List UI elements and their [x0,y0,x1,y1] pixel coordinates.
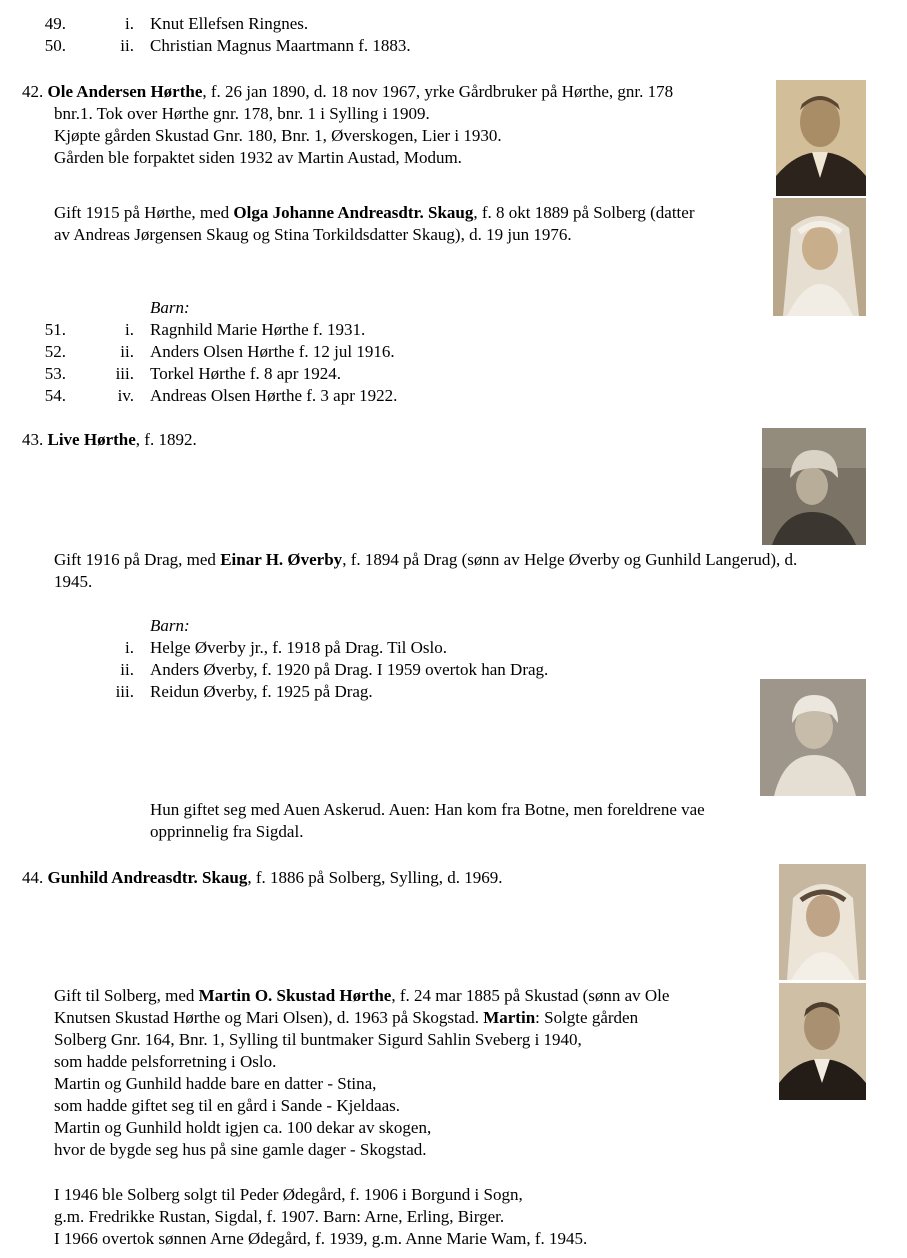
note-line: Hun giftet seg med Auen Askerud. Auen: Han kom fra Botne, men foreldrene vae [150,800,705,819]
entry-number: 43. [22,430,44,449]
portrait-photo-gunhild [779,864,866,980]
person-detail-line: Gården ble forpaktet siden 1932 av Martin Austad, Modum. [54,148,462,167]
spouse-name: Einar H. Øverby [220,550,343,569]
marriage-line: Gift til Solberg, med Martin O. Skustad Hørthe, f. 24 mar 1885 på Skustad (sønn av Ole [54,986,670,1005]
portrait-photo-martin [779,983,866,1100]
child-text: Christian Magnus Maartmann f. 1883. [150,36,411,55]
marriage-line: 1945. [54,572,93,591]
portrait-photo-child [760,679,866,796]
detail-line: hvor de bygde seg hus på sine gamle dager - Skogstad. [54,1140,427,1159]
person-heading [22,429,197,451]
person-name: Live Hørthe [47,430,136,449]
children-label: Barn: [150,298,190,317]
bride-portrait-icon [773,198,866,316]
child-roman: i. [125,14,134,33]
detail-line: Martin og Gunhild hadde bare en datter - Stina, [54,1074,377,1093]
spouse-name: Olga Johanne Andreasdtr. Skaug [233,203,474,222]
person-detail-line: Kjøpte gården Skustad Gnr. 180, Bnr. 1, Øverskogen, Lier i 1930. [54,126,502,145]
child-number: 50. [44,36,66,55]
woman-hat-portrait-icon [762,428,866,545]
detail-line: Solberg Gnr. 164, Bnr. 1, Sylling til buntmaker Sigurd Sahlin Sveberg i 1940, [54,1030,582,1049]
person-heading [22,81,673,103]
person-details: , f. 1892. [135,430,197,449]
child-text: Knut Ellefsen Ringnes. [150,14,309,33]
person-name: Gunhild Andreasdtr. Skaug [47,868,248,887]
man-portrait-icon [776,80,866,196]
person-details: , f. 26 jan 1890, d. 18 nov 1967, yrke Gårdbruker på Hørthe, gnr. 178 [202,82,674,101]
children-label: Barn: [150,616,190,635]
entry-number: 42. [22,82,44,101]
footer-line: I 1946 ble Solberg solgt til Peder Ødegård, f. 1906 i Borgund i Sogn, [54,1185,523,1204]
footer-line: I 1966 overtok sønnen Arne Ødegård, f. 1939, g.m. Anne Marie Wam, f. 1945. [54,1229,588,1248]
spouse-name: Martin O. Skustad Hørthe [198,986,392,1005]
note-line: opprinnelig fra Sigdal. [150,822,304,841]
child-portrait-icon [760,679,866,796]
portrait-photo-live [762,428,866,545]
person-detail-line: bnr.1. Tok over Hørthe gnr. 178, bnr. 1 i Sylling i 1909. [54,104,430,123]
person-heading [22,867,503,889]
detail-line: som hadde giftet seg til en gård i Sande - Kjeldaas. [54,1096,401,1115]
man-portrait-icon [779,983,866,1100]
portrait-photo-ole [776,80,866,196]
child-number: 49. [44,14,66,33]
portrait-photo-olga [773,198,866,316]
entry-number: 44. [22,868,44,887]
footer-line: g.m. Fredrikke Rustan, Sigdal, f. 1907. Barn: Arne, Erling, Birger. [54,1207,505,1226]
bride-portrait-icon [779,864,866,980]
marriage-line: av Andreas Jørgensen Skaug og Stina Torkildsdatter Skaug), d. 19 jun 1976. [54,225,572,244]
child-roman: ii. [120,36,134,55]
detail-line: som hadde pelsforretning i Oslo. [54,1052,277,1071]
marriage-line: Knutsen Skustad Hørthe og Mari Olsen), d. 1963 på Skogstad. Martin: Solgte gården [54,1008,639,1027]
person-name: Ole Andersen Hørthe [47,82,203,101]
marriage-line: Gift 1916 på Drag, med Einar H. Øverby, f. 1894 på Drag (sønn av Helge Øverby og Gunhild Langerud), d. [54,550,798,569]
detail-line: Martin og Gunhild holdt igjen ca. 100 dekar av skogen, [54,1118,432,1137]
marriage-line: Gift 1915 på Hørthe, med Olga Johanne Andreasdtr. Skaug, f. 8 okt 1889 på Solberg (datter [54,203,695,222]
person-details: , f. 1886 på Solberg, Sylling, d. 1969. [247,868,503,887]
